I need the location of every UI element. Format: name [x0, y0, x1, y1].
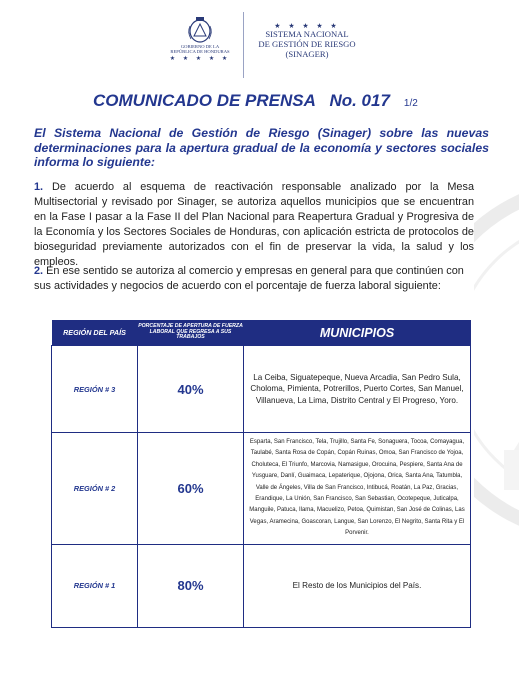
regions-table: [51, 320, 471, 628]
table-row: [52, 433, 471, 545]
header-region: REGIÓN DEL PAÍS: [52, 320, 138, 346]
region-cell: REGIÓN # 3: [52, 346, 138, 433]
agency-name-line1: SISTEMA NACIONAL: [265, 29, 349, 39]
paragraph-2-number: 2.: [34, 265, 44, 277]
agency-stars: ★ ★ ★ ★ ★: [274, 22, 340, 30]
government-name-line2: REPÚBLICA DE HONDURAS: [170, 49, 230, 55]
agency-logo: [252, 22, 362, 59]
agency-name-line3: (SINAGER): [285, 48, 329, 59]
municipios-cell: La Ceiba, Siguatepeque, Nueva Arcadia, San Pedro Sula, Choloma, Pimienta, Potrerillos, Puerto Cortes, San Manuel, Villanueva, La Lima, Distrito Central y El Progreso, Yoro.: [244, 346, 471, 433]
municipios-cell: Esparta, San Francisco, Tela, Trujillo, Santa Fe, Sonaguera, Tocoa, Comayagua, Taulabé, Santa Rosa de Copán, Copán Ruinas, Omoa, San Francisco de Yojoa, Choluteca, El Triunfo, Marcovia, Namasigue, Orocuina, Pespiere, Santa Ana de Yusguare, Danlí, Guaimaca, Lepaterique, Ojojona, Orica, Santa Ana, Tatumbla, Valle de Ángeles, Villa de San Francisco, Intibucá, Roatán, La Paz, Gracias, Erandique, La Unión, San Francisco, San Sebastian, Ocotepeque, Juticalpa, Manguile, Patuca, Ilama, Macuelizo, Petoa, Quimistan, San José de Colinas, Las Vegas, Aramecina, Goascoran, Langue, San Lorenzo, El Negrito, Santa Rita y El Porvenir.: [244, 433, 471, 545]
paragraph-1-number: 1.: [34, 181, 44, 193]
government-name-line1: GOBIERNO DE LA: [180, 44, 220, 49]
paragraph-1: [34, 180, 474, 270]
percent-cell: 60%: [138, 433, 244, 545]
seal-watermark: [474, 150, 519, 570]
paragraph-2: [34, 264, 476, 294]
region-cell: REGIÓN # 2: [52, 433, 138, 545]
agency-name-line2: DE GESTIÓN DE RIESGO: [258, 38, 356, 49]
title-text: COMUNICADO DE PRENSA No. 017: [93, 91, 390, 110]
honduras-coat-of-arms-icon: [185, 14, 215, 44]
government-stars: ★ ★ ★ ★ ★: [169, 55, 231, 62]
paragraph-2-text: En ese sentido se autoriza al comercio y empresas en general para que continúen con sus actividades y negocios de acuerdo con el porcentaje de fuerza laboral siguiente:: [34, 265, 464, 292]
header-municipios: MUNICIPIOS: [244, 320, 471, 346]
page-title: [93, 91, 418, 111]
header-percent: PORCENTAJE DE APERTURA DE FUERZA LABORAL QUE REGRESA A SUS TRABAJOS: [138, 320, 244, 346]
percent-cell: 80%: [138, 544, 244, 627]
page-marker: 1/2: [403, 98, 418, 109]
paragraph-1-text: De acuerdo al esquema de reactivación responsable analizado por la Mesa Multisectorial y revisado por Sinager, se autoriza aquellos municipios que se encuentran en la Fase I pasar a la Fase II del Plan Nacional para Reapertura Gradual y Progresiva de la Economía y los Sectores Sociales de Honduras, con aplicación estricta de protocolos de bioseguridad previamente autorizados con el fin de preservar la vida, la salud y los empleos.: [34, 181, 474, 268]
government-logo: [166, 14, 234, 62]
intro-text: El Sistema Nacional de Gestión de Riesgo (Sinager) sobre las nuevas determinaciones para la apertura gradual de la economía y sectores sociales informa lo siguiente:: [34, 126, 489, 169]
table-row: [52, 544, 471, 627]
region-cell: REGIÓN # 1: [52, 544, 138, 627]
table-row: [52, 346, 471, 433]
header-divider: [243, 12, 244, 78]
municipios-cell: El Resto de los Municipios del País.: [244, 544, 471, 627]
percent-cell: 40%: [138, 346, 244, 433]
table-header-row: [52, 320, 471, 346]
